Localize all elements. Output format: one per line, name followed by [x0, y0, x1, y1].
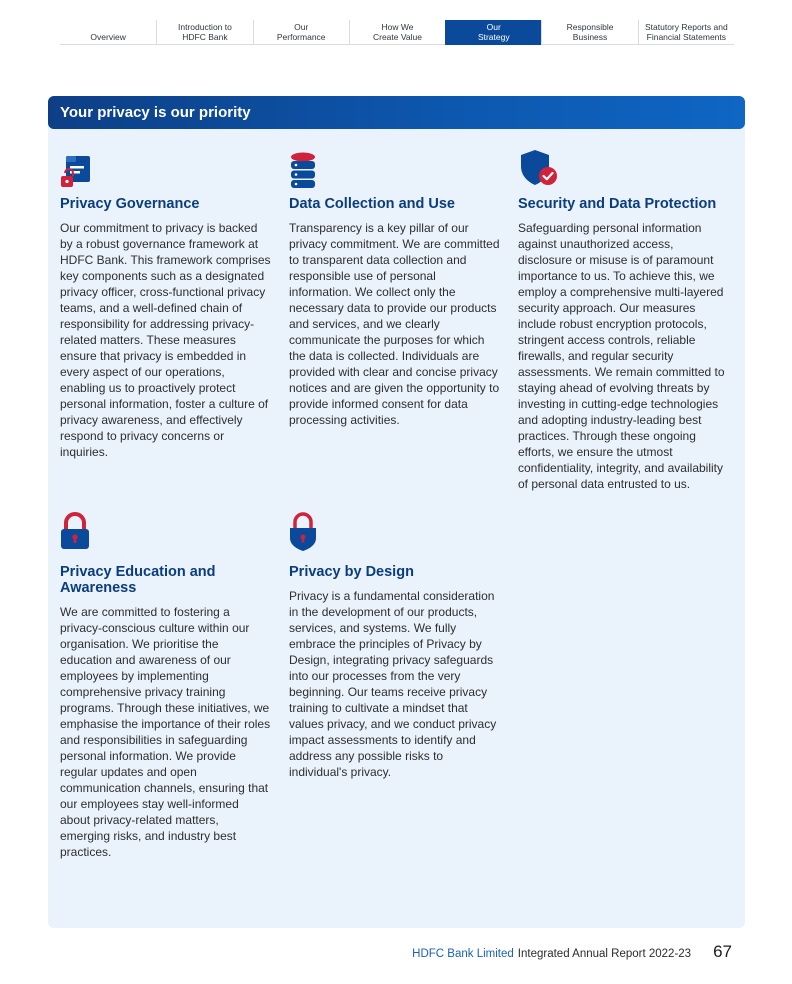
tab-introduction[interactable]: Introduction to HDFC Bank: [156, 20, 252, 45]
security-text: Safeguarding personal information against unauthorized access, disclosure or misuse is of paramount importance to us. To achieve this, we employ a comprehensive multi-layered security approach. Our measures include robust encryption protocols, stringent access controls, reliable firewalls, and regular security assessments. We remain committed to staying ahead of evolving threats by investing in cutting-edge technologies and adopting industry-leading best practices. Through these ongoing efforts, we ensure the utmost confidentiality, integrity, and availability of personal data entrusted to us.: [518, 221, 725, 491]
padlock-icon: [60, 512, 90, 550]
tab-our-strategy[interactable]: Our Strategy: [445, 20, 541, 45]
privacy-governance-title: Privacy Governance: [60, 196, 200, 212]
tab-overview[interactable]: Overview: [90, 32, 126, 42]
page-number: 67: [713, 942, 732, 961]
top-navigation: [60, 20, 734, 45]
shield-check-icon: [518, 148, 558, 188]
tab-responsible-business[interactable]: Responsible Business: [541, 20, 637, 45]
panel-title: Your privacy is our priority: [48, 96, 745, 129]
privacy-by-design-title: Privacy by Design: [289, 564, 414, 580]
security-title: Security and Data Protection: [518, 196, 717, 212]
database-icon: [289, 151, 317, 189]
tab-statutory-reports[interactable]: Statutory Reports and Financial Statements: [638, 20, 734, 45]
tab-our-performance[interactable]: Our Performance: [253, 20, 349, 45]
privacy-education-text: We are committed to fostering a privacy-conscious culture within our organisation. We prioritise the education and awareness of our employees by implementing comprehensive privacy training programs. Through these initiatives, we emphasise the importance of their roles and responsibilities in safeguarding personal information. We provide regular updates and open communication channels, ensuring that our employees stay well-informed about privacy-related matters, emerging risks, and industry best practices.: [60, 605, 271, 859]
footer-company: HDFC Bank Limited: [412, 948, 514, 960]
data-collection-title: Data Collection and Use: [289, 196, 455, 212]
privacy-education-title: Privacy Education and Awareness: [60, 564, 216, 596]
shield-lock-icon: [289, 512, 317, 552]
data-collection-text: Transparency is a key pillar of our privacy commitment. We are committed to transparent data collection and responsible use of personal information. We collect only the necessary data to provide our products and services, and we clearly communicate the purposes for which the data is collected. Individuals are provided with clear and concise privacy notices and are given the opportunity to provide informed consent for data processing activities.: [289, 221, 500, 427]
privacy-by-design-text: Privacy is a fundamental consideration in the development of our products, services, and systems. We fully embrace the principles of Privacy by Design, integrating privacy safeguards into our processes from the very beginning. Our teams receive privacy training to cultivate a mindset that values privacy, and we conduct privacy impact assessments to identify and address any possible risks to individual's privacy.: [289, 589, 497, 779]
privacy-governance-text: Our commitment to privacy is backed by a robust governance framework at HDFC Bank. This framework comprises key components such as a designated privacy officer, cross-functional privacy teams, and a well-defined chain of responsibility for addressing privacy-related matters. These measures ensure that privacy is embedded in every aspect of our operations, enabling us to proactively protect personal information, foster a culture of privacy awareness, and effectively respond to privacy concerns or inquiries.: [60, 221, 271, 459]
folder-lock-icon: [60, 154, 94, 190]
tab-how-we-create-value[interactable]: How We Create Value: [349, 20, 445, 45]
page-footer: [412, 942, 732, 962]
footer-report-title: Integrated Annual Report 2022-23: [517, 948, 692, 960]
